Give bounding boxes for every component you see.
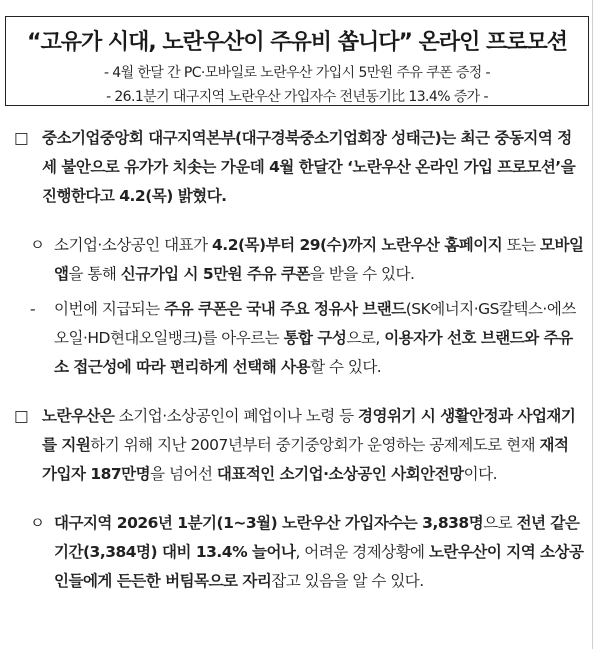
paragraph-5 — [14, 509, 584, 596]
paragraph-1-text: 중소기업중앙회 대구지역본부(대구경북중소기업회장 성태근)는 최근 중동지역 정세 불안으로 유가가 치솟는 가운데 4월 한달간 ‘노란우산 온라인 가입 프로모션’을 진행한다고 4.2(목) 밝혔다. — [42, 129, 576, 205]
p3-text-1: 이번에 지급되는 — [54, 300, 165, 318]
p2-text-1: 소기업·소상공인 대표가 — [54, 236, 213, 254]
p5-bold-2: 전년 같은 기간(3,384명) 대비 13.4% 늘어나 — [54, 514, 580, 561]
p2-text-4: 을 받을 수 있다. — [309, 265, 415, 283]
p3-bold-1: 주유 쿠폰은 국내 주요 정유사 브랜드 — [164, 300, 406, 318]
p2-text-2: 또는 — [502, 236, 541, 254]
subheadline-1: - 4월 한달 간 PC·모바일로 노란우산 가입시 5만원 주유 쿠폰 증정 - — [104, 65, 490, 81]
p4-text-2: 하기 위해 지난 2007년부터 중기중앙회가 운영하는 공제제도로 현재 — [90, 436, 540, 454]
p4-text-3: 을 넘어선 — [150, 465, 217, 483]
p3-text-2: (SK에너지·GS칼텍스·에쓰오일·HD현대오일뱅크)를 아우르는 — [54, 300, 576, 347]
p2-bold-1: 4.2(목)부터 29(수)까지 노란우산 홈페이지 — [212, 236, 503, 254]
p3-bold-3: 이용자가 선호 브랜드와 주유소 접근성에 따라 편리하게 선택해 사용 — [54, 329, 573, 376]
p4-bold-3: 재적 가입자 187만명 — [42, 436, 569, 483]
p5-bold-1: 대구지역 2026년 1분기(1~3월) 노란우산 가입자수는 3,838명 — [54, 514, 484, 532]
p5-text-2: , 어려운 경제상황에 — [295, 543, 429, 561]
headline-title: “고유가 시대, 노란우산이 주유비 쏩니다” 온라인 프로모션 — [26, 30, 568, 55]
paragraph-2 — [14, 231, 584, 289]
p5-text-1: 으로 — [483, 514, 517, 532]
square-bullet-icon: □ — [14, 407, 29, 425]
article-body — [14, 124, 584, 596]
p2-bold-2: 모바일 앱 — [54, 236, 584, 283]
p5-bold-3: 노란우산이 지역 소상공인들에게 든든한 버팀목으로 자리 — [54, 543, 584, 590]
p5-text-3: 잡고 있음을 알 수 있다. — [271, 572, 424, 590]
p2-bold-3: 신규가입 시 5만원 주유 쿠폰 — [120, 265, 310, 283]
p4-text-4: 이다. — [463, 465, 497, 483]
p4-bold-4: 대표적인 소기업·소상공인 사회안전망 — [216, 465, 464, 483]
p4-bold-2: 경영위기 시 생활안정과 사업재기를 지원 — [42, 407, 576, 454]
p2-text-3: 을 통해 — [68, 265, 121, 283]
p4-text-1: 소기업·소상공인이 폐업이나 노령 등 — [114, 407, 359, 425]
dash-bullet-icon: - — [30, 300, 36, 318]
p4-bold-1: 노란우산은 — [42, 407, 115, 425]
circle-bullet-icon: ㅇ — [30, 514, 45, 532]
p3-text-4: 할 수 있다. — [310, 358, 382, 376]
paragraph-4 — [14, 402, 584, 489]
square-bullet-icon: □ — [14, 129, 29, 147]
headline-box — [5, 16, 589, 106]
paragraph-1 — [14, 124, 584, 211]
paragraph-3 — [14, 295, 584, 382]
page-edge-line — [592, 0, 593, 649]
p3-bold-2: 통합 구성 — [283, 329, 347, 347]
subheadline-2: - 26.1분기 대구지역 노란우산 가입자수 전년동기比 13.4% 증가 - — [106, 89, 488, 105]
p3-text-3: 으로, — [346, 329, 385, 347]
circle-bullet-icon: ㅇ — [30, 236, 45, 254]
